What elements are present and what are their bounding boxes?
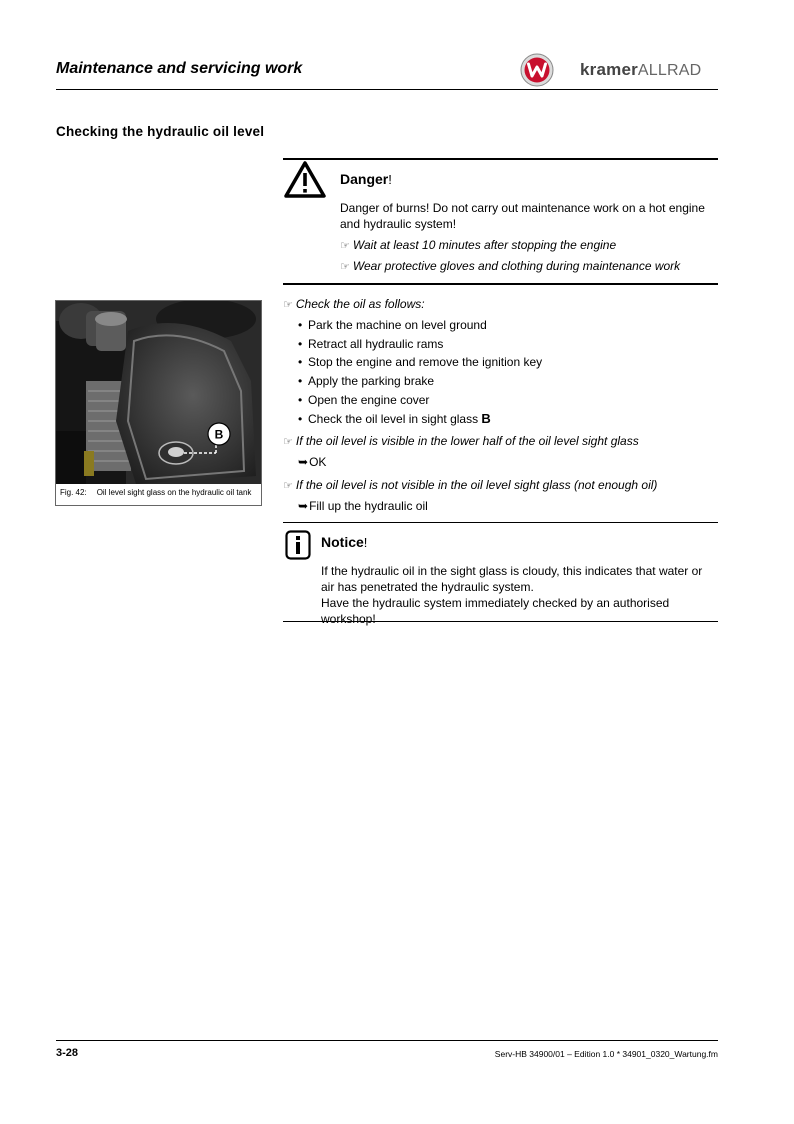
document-reference: Serv-HB 34900/01 – Edition 1.0 * 34901_0320_Wartung.fm bbox=[494, 1049, 718, 1059]
pointing-hand-icon: ☞ bbox=[283, 436, 293, 448]
notice-text-1: If the hydraulic oil in the sight glass is cloudy, this indicates that water or air has penetrated the hydraulic system. bbox=[321, 564, 703, 594]
list-item: • Open the engine cover bbox=[298, 393, 430, 407]
pointing-hand-icon: ☞ bbox=[283, 299, 293, 311]
pointing-hand-icon: ☞ bbox=[283, 480, 293, 492]
page-number: 3-28 bbox=[56, 1047, 79, 1059]
list-item: • Retract all hydraulic rams bbox=[298, 337, 444, 351]
list-item: • Park the machine on level ground bbox=[298, 318, 487, 332]
figure-marker-b: B bbox=[214, 427, 224, 442]
arrow-right-icon: ➥ bbox=[298, 455, 309, 469]
brand-wordmark: kramerALLRAD bbox=[580, 60, 702, 79]
header-rule bbox=[56, 89, 718, 90]
arrow-right-icon: ➥ bbox=[298, 499, 309, 513]
notice-heading: Notice! bbox=[321, 534, 368, 550]
danger-hint: ☞ Wear protective gloves and clothing during maintenance work bbox=[340, 259, 681, 273]
danger-heading: Danger! bbox=[340, 171, 392, 187]
result-1: ➥OK bbox=[298, 455, 327, 469]
pointing-hand-icon: ☞ bbox=[340, 261, 350, 273]
danger-hint: ☞ Wait at least 10 minutes after stopping the engine bbox=[340, 238, 617, 252]
header-title: Maintenance and servicing work bbox=[56, 60, 303, 77]
footer-rule bbox=[56, 1040, 718, 1041]
instruction-intro: ☞ Check the oil as follows: bbox=[283, 297, 425, 311]
list-item: • Stop the engine and remove the ignition key bbox=[298, 355, 543, 369]
condition-1: ☞ If the oil level is visible in the lower half of the oil level sight glass bbox=[283, 434, 639, 448]
list-item: • Apply the parking brake bbox=[298, 374, 435, 388]
notice-bottom-rule bbox=[283, 621, 718, 622]
condition-2: ☞ If the oil level is not visible in the oil level sight glass (not enough oil) bbox=[283, 478, 658, 492]
danger-text: Danger of burns! Do not carry out maintenance work on a hot engine and hydraulic system! bbox=[340, 201, 705, 231]
notice-text-2: Have the hydraulic system immediately checked by an authorised workshop! bbox=[321, 596, 670, 626]
warning-triangle-icon bbox=[283, 160, 327, 200]
notice-body bbox=[321, 563, 716, 627]
hydraulic-tank-photo bbox=[56, 301, 261, 484]
pointing-hand-icon: ☞ bbox=[340, 240, 350, 252]
figure-caption: Fig. 42: Oil level sight glass on the hydraulic oil tank bbox=[60, 488, 252, 497]
danger-top-rule bbox=[283, 158, 718, 160]
list-item: • Check the oil level in sight glass B bbox=[298, 411, 491, 426]
kramer-logo-icon bbox=[520, 53, 554, 87]
result-2: ➥Fill up the hydraulic oil bbox=[298, 499, 428, 513]
danger-bottom-rule bbox=[283, 283, 718, 285]
info-icon bbox=[285, 530, 311, 560]
danger-body bbox=[340, 200, 710, 275]
notice-top-rule bbox=[283, 522, 718, 523]
section-title: Checking the hydraulic oil level bbox=[56, 124, 265, 139]
